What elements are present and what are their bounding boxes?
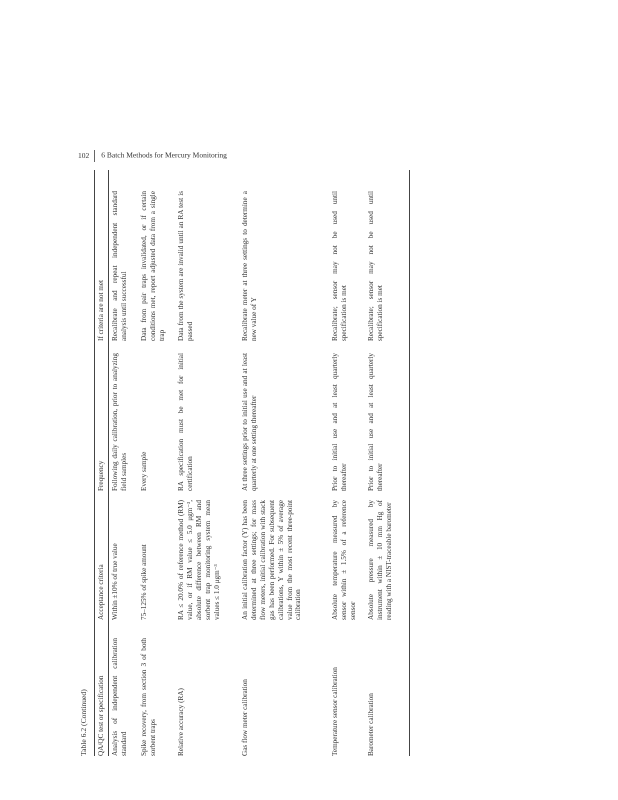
table-caption: Table 6.2 (Continued) (79, 689, 88, 756)
cell-action: Data from pair traps invalidated, or if certain conditions met, report adjusted data from a single trap (140, 191, 166, 341)
cell-test: Temperature sensor calibration (331, 667, 339, 756)
running-header (78, 150, 227, 162)
header-divider (94, 150, 95, 162)
cell-test: Spike recovery, from section 3 of both sorbent traps (140, 638, 157, 756)
table-row (140, 170, 177, 756)
column-header-test: QA/QC test or specification (97, 675, 105, 756)
cell-criteria: Within ±10% of true value (111, 543, 119, 620)
table-row (241, 170, 331, 756)
rotated-table (78, 170, 410, 756)
table-row (331, 170, 367, 756)
cell-test: Gas flow meter calibration (241, 679, 249, 756)
table-body (111, 170, 411, 756)
cell-action: Recalibrate; sensor may not be used until specification is met (367, 191, 384, 341)
cell-criteria: Absolute temperature measured by sensor within ± 1.5% of a reference sensor (331, 500, 357, 620)
cell-criteria: Absolute pressure measured by instrument within ± 10 mm Hg of reading with a NIST-traceable barometer (367, 500, 393, 620)
cell-test: Analysis of independent calibration standard (111, 638, 128, 756)
cell-action: Recalibrate meter at three settings to determine a new value of Y (241, 191, 258, 341)
top-rule (94, 170, 95, 756)
cell-action: Recalibrate and repeat independent standard analysis until successful (111, 191, 128, 341)
page-number: 102 (78, 150, 90, 160)
cell-frequency: Every sample (140, 451, 148, 491)
cell-action: Recalibrate; sensor may not be used until specification is met (331, 191, 348, 341)
column-header-action: If criteria are not met (97, 279, 105, 341)
cell-frequency: Prior to initial use and at least quarterly thereafter (367, 353, 384, 491)
cell-criteria: RA ≤ 20.0% of reference method (RM) value, or if RM value ≤ 5.0 μgm⁻³, absolute difference between RM and sorbent trap monitoring system mean values ≤ 1.0 μgm⁻³ (177, 500, 221, 620)
column-header-frequency: Frequency (97, 460, 105, 491)
cell-frequency: RA specification must be met for initial certification (177, 353, 194, 491)
cell-action: Data from the system are invalid until an RA test is passed (177, 191, 194, 341)
column-header-criteria: Acceptance criteria (97, 564, 105, 620)
cell-test: Relative accuracy (RA) (177, 688, 185, 756)
table-row (111, 170, 140, 756)
header-rule (108, 170, 109, 756)
bottom-rule (409, 170, 410, 756)
cell-criteria: An initial calibration factor (Y) has been determined at three settings; for mass flow meters, initial calibration with stack gas has been performed. For subsequent calibrations, Y within ± 5% of average value from the most recent three-point calibration (241, 500, 303, 620)
cell-test: Barometer calibration (367, 693, 375, 756)
chapter-title: 6 Batch Methods for Mercury Monitoring (101, 150, 227, 160)
table-row (177, 170, 241, 756)
table-row (367, 170, 411, 756)
cell-frequency: Following daily calibration, prior to analyzing field samples (111, 353, 128, 491)
cell-frequency: Prior to initial use and at least quarterly thereafter (331, 353, 348, 491)
cell-frequency: At three settings prior to initial use and at least quarterly at one setting thereafter (241, 353, 258, 491)
cell-criteria: 75–125% of spike amount (140, 544, 148, 620)
